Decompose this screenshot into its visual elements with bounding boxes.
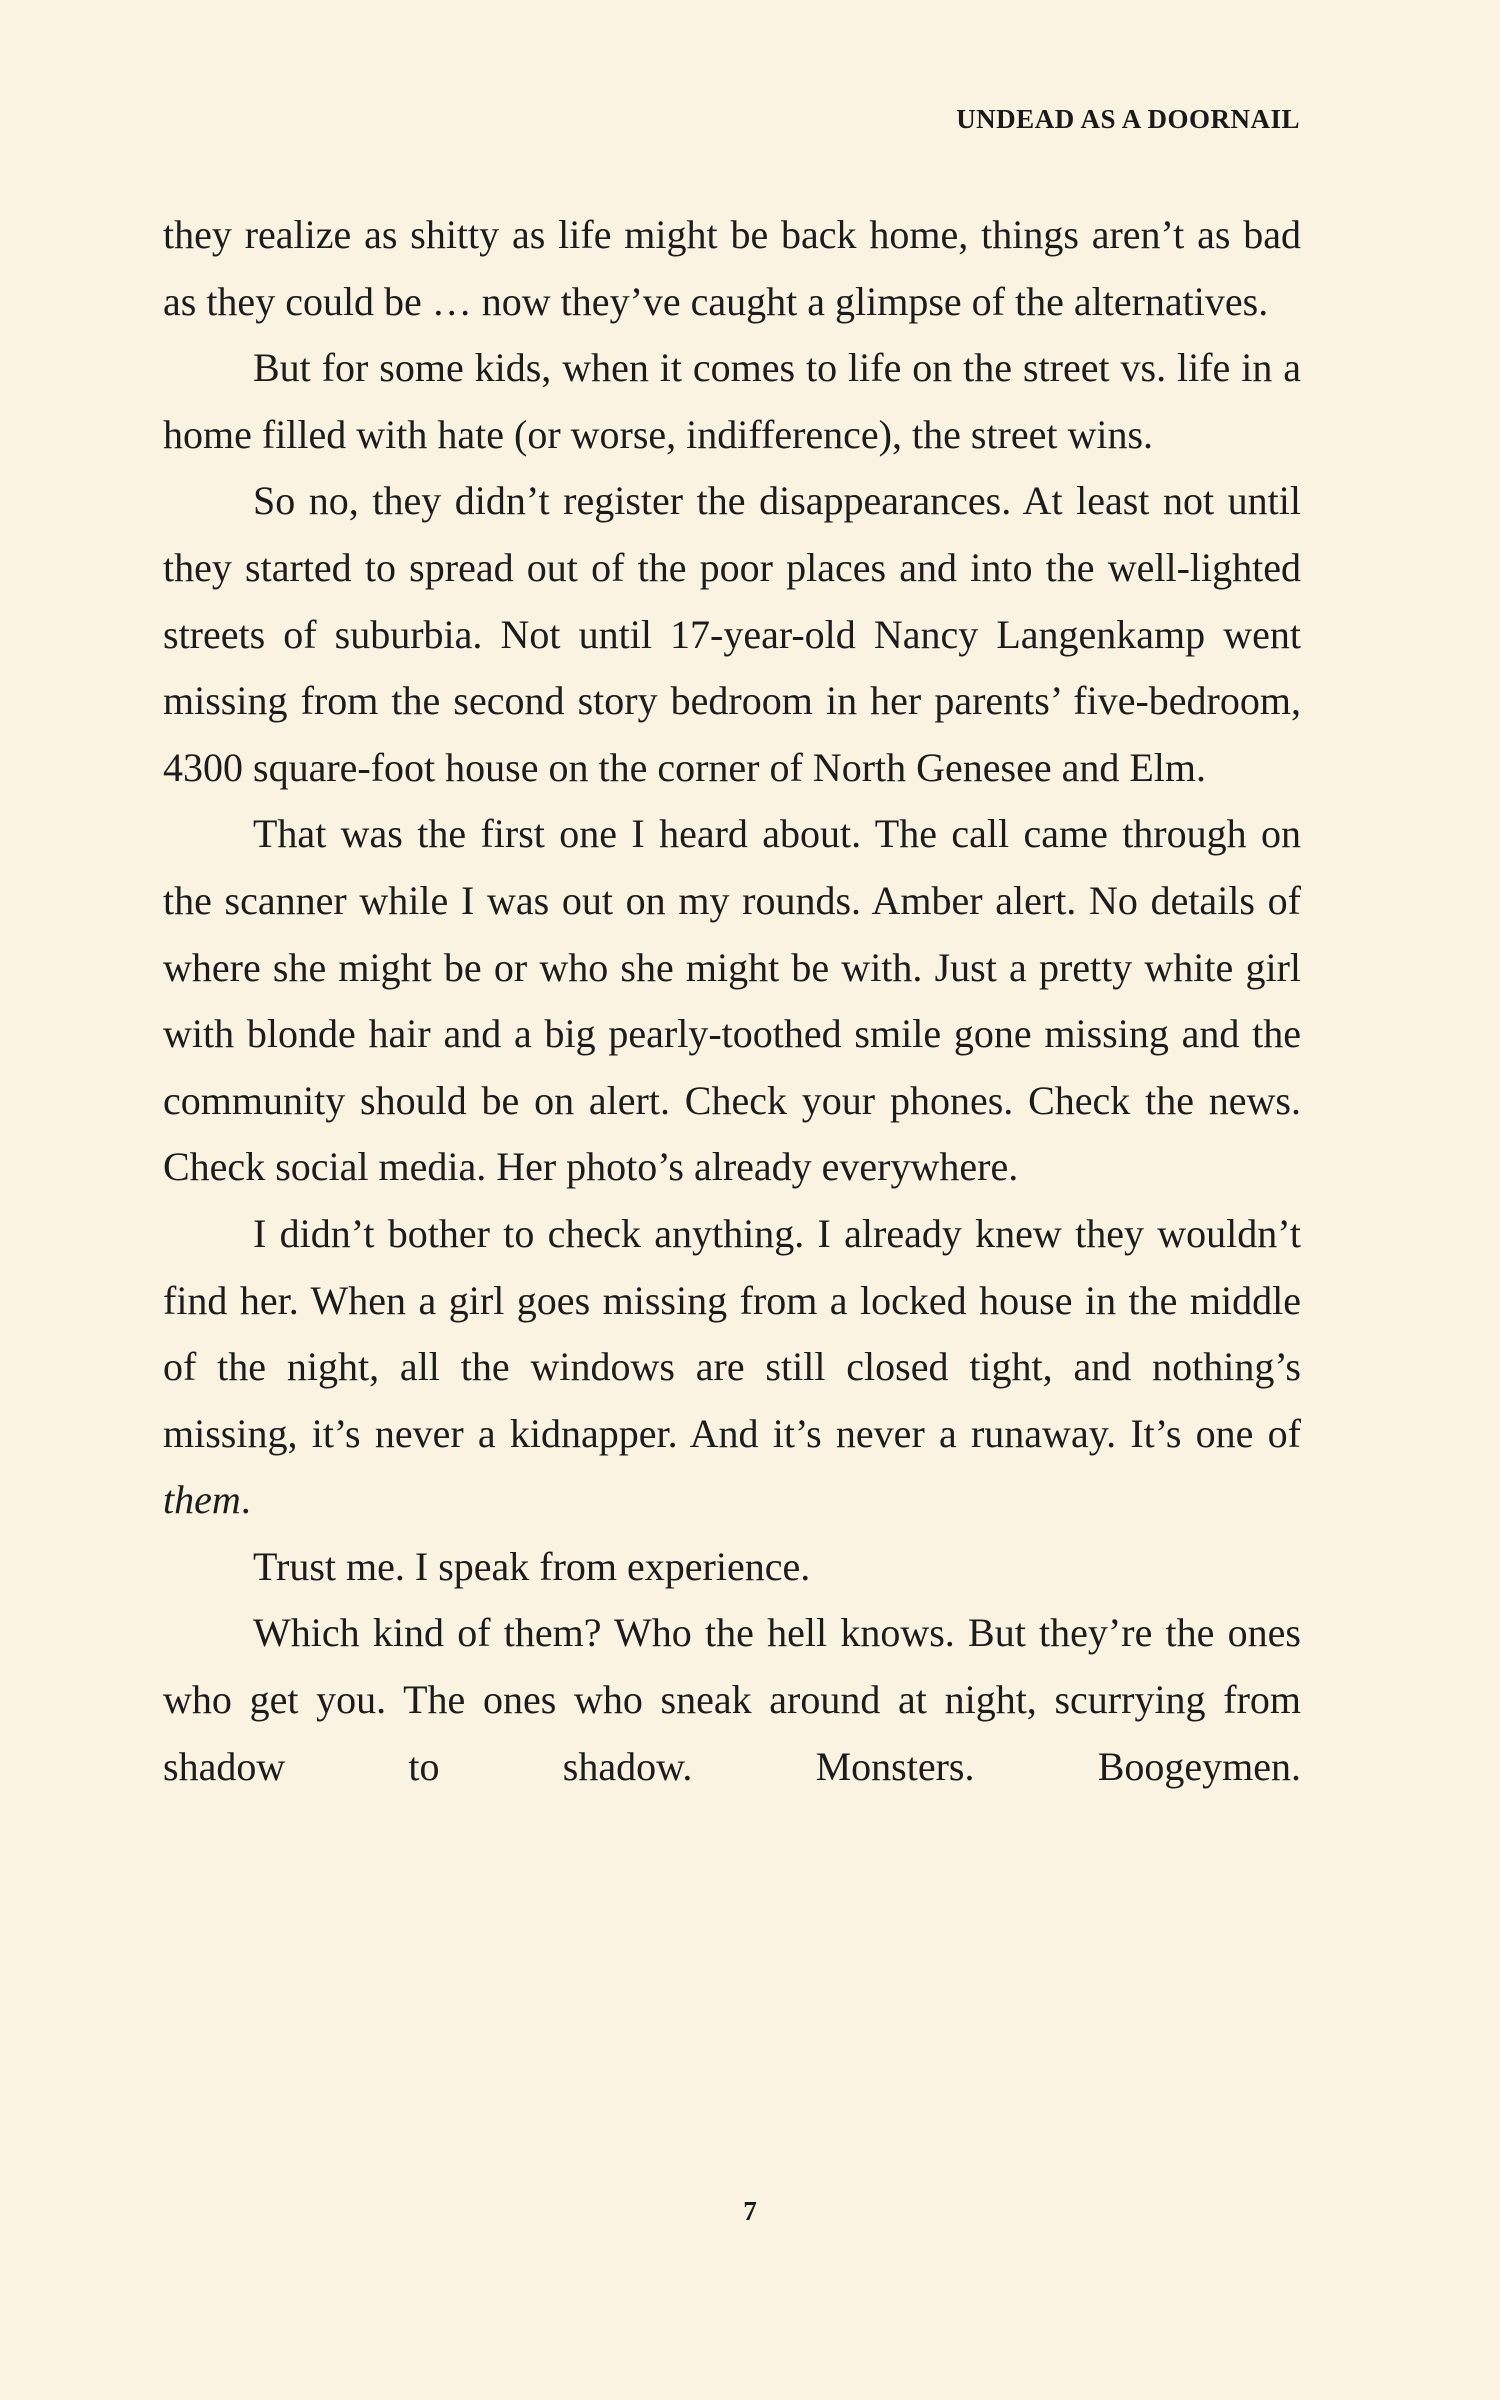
body-text bbox=[163, 202, 1301, 1800]
paragraph-continued: they realize as shitty as life might be back home, things aren’t as bad as they could be … now they’ve caught a glimpse of the alternatives. bbox=[163, 212, 1301, 324]
running-header: UNDEAD AS A DOORNAIL bbox=[956, 104, 1300, 134]
paragraph: Trust me. I speak from experience. bbox=[253, 1543, 811, 1589]
paragraph-continues: Which kind of them? Who the hell knows. But they’re the ones who get you. The ones who sneak around at night, scurrying from shadow to shadow. Monsters. Boogeymen. bbox=[163, 1610, 1301, 1789]
paragraph: But for some kids, when it comes to life on the street vs. life in a home filled with hate (or worse, indifference), the street wins. bbox=[163, 345, 1301, 457]
page-number: 7 bbox=[743, 2196, 757, 2226]
paragraph: That was the first one I heard about. The call came through on the scanner while I was out on my rounds. Amber alert. No details of where she might be or who she might be with. Just a pretty white girl with blonde hair and a big pearly-toothed smile gone missing and the community should be on alert. Check your phones. Check the news. Check social media. Her photo’s already everywhere. bbox=[163, 811, 1301, 1190]
paragraph-text-end: . bbox=[240, 1477, 251, 1523]
paragraph-text: I didn’t bother to check anything. I already knew they wouldn’t find her. When a girl goes missing from a locked house in the middle of the night, all the windows are still closed tight, and nothing’s missing, it’s never a kidnapper. And it’s never a runaway. It’s one of bbox=[163, 1210, 1301, 1456]
paragraph bbox=[163, 1201, 1301, 1534]
paragraph: So no, they didn’t register the disappearances. At least not until they started to spread out of the poor places and into the well-lighted streets of suburbia. Not until 17-year-old Nancy Langenkamp went missing from the second story bedroom in her parents’ five-bedroom, 4300 square-foot house on the corner of North Genesee and Elm. bbox=[163, 478, 1301, 790]
emphasized-word: them bbox=[163, 1477, 241, 1523]
